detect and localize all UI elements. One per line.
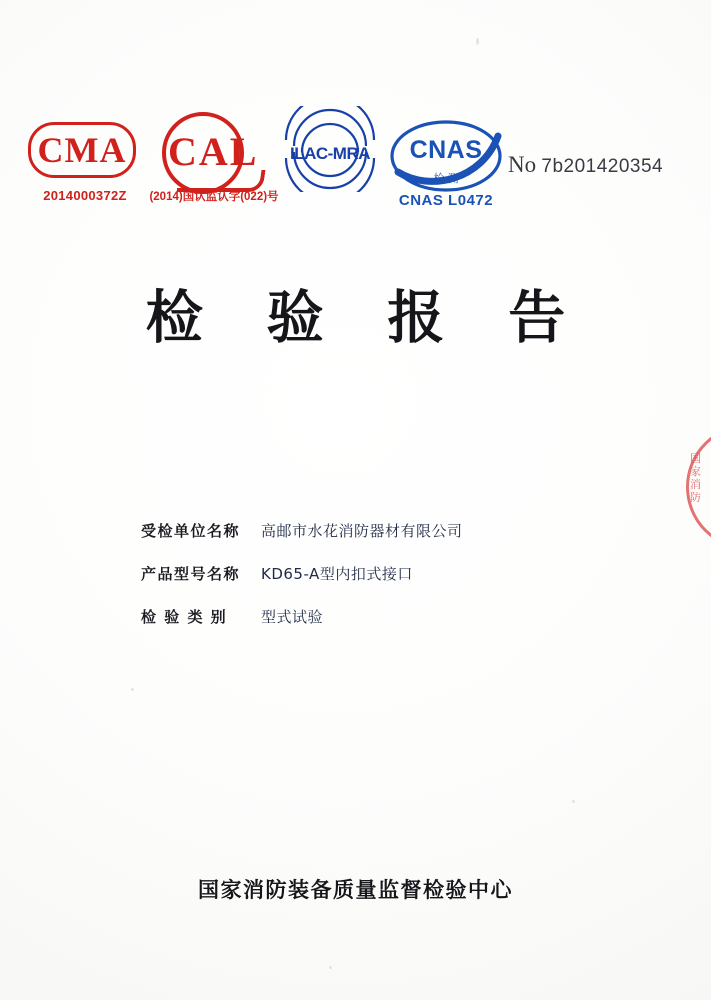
ilac-letters: ILAC-MRA [289,144,371,163]
cnas-mark-icon [386,110,506,202]
field-value: 高邮市水花消防器材有限公司 [261,522,463,540]
report-serial [508,152,663,178]
serial-prefix: No [508,152,537,177]
scan-speck [572,800,575,803]
field-value: KD65-A型内扣式接口 [261,565,413,583]
field-value: 型式试验 [261,608,324,626]
cma-letters: CMA [37,130,127,170]
scan-speck [329,966,332,969]
cnas-code: CNAS L0472 [398,192,494,209]
serial-number: 7b201420354 [541,156,664,177]
field-label: 产品型号名称 [141,565,241,583]
report-fields [141,520,601,649]
cma-mark-icon [28,122,136,178]
ilac-mra-mark-icon [276,106,384,192]
field-label: 受检单位名称 [141,522,241,540]
field-row [141,606,601,627]
cma-number: 2014000372Z [43,188,127,203]
cal-letters: CAL [168,129,259,174]
field-row [141,520,601,541]
cal-mark-icon [162,112,262,188]
field-row [141,563,601,584]
footer-organization: 国家消防装备质量监督检验中心 [198,878,513,902]
cal-number: (2014)国认监认字(022)号 [149,191,279,203]
field-label: 检 验 类 别 [141,608,228,626]
cnas-letters: CNAS [409,136,483,164]
scan-speck [476,38,479,45]
red-seal-text: 国家消防 [690,452,701,504]
scan-speck [131,688,134,691]
cnas-subtitle: 检 测 [433,173,459,185]
page-title: 检 验 报 告 [145,285,588,351]
